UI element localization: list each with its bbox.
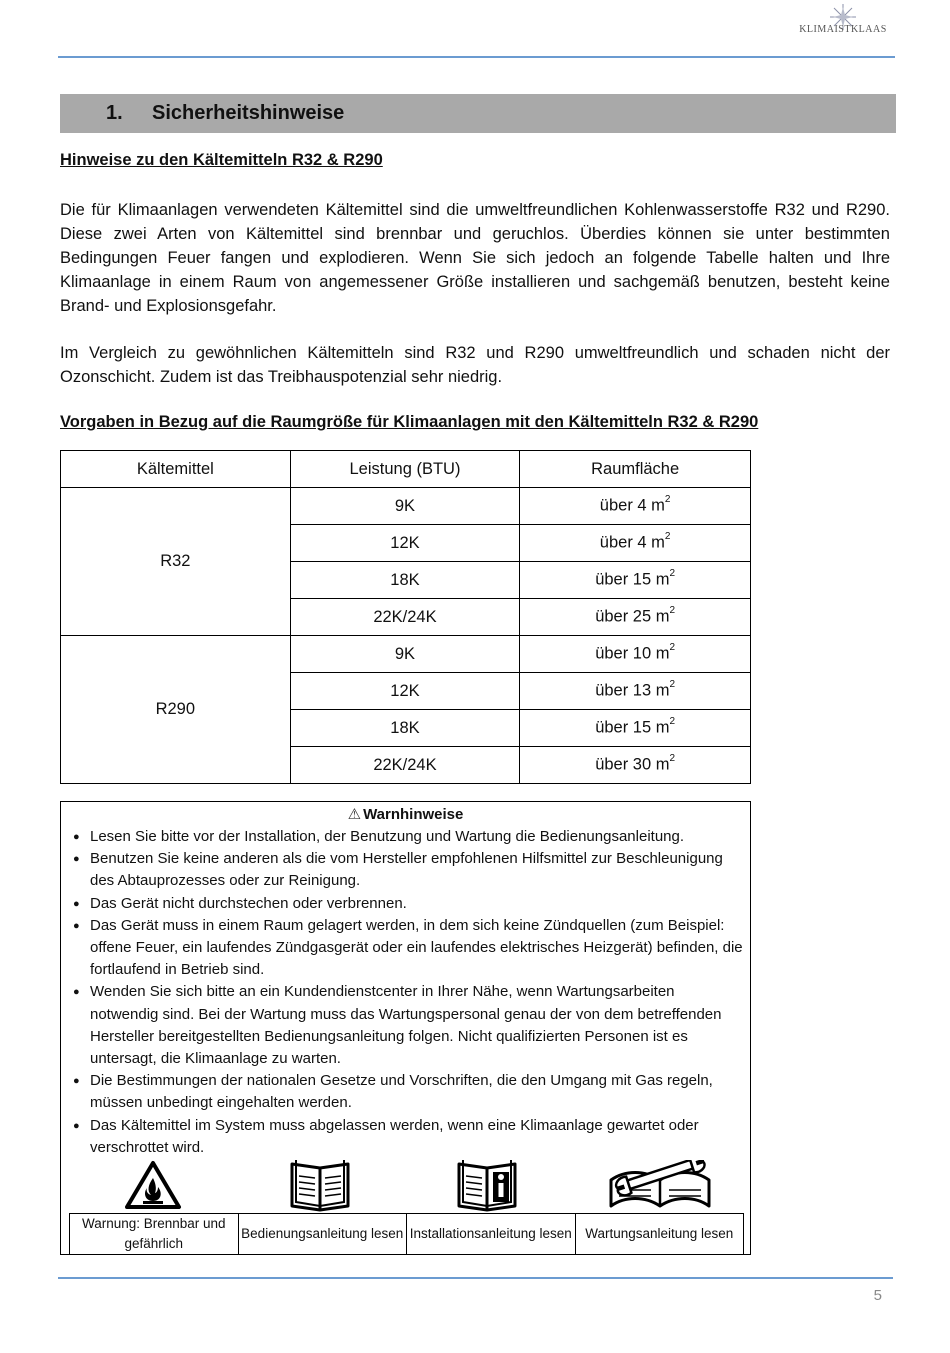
area-cell: über 15 $m^2$ <box>520 562 751 599</box>
section-heading-bar <box>60 94 896 133</box>
table-header-row <box>61 451 751 488</box>
area-cell: über 13 $m^2$ <box>520 673 751 710</box>
btu-cell: 18K <box>290 562 520 599</box>
warning-triangle-icon: ⚠ <box>347 806 362 823</box>
area-cell: über 10 $m^2$ <box>520 636 751 673</box>
list-item: ● Die Bestimmungen der nationalen Gesetze und Vorschriften, die den Umgang mit Gas regeln, müssen unbedingt eingehalten werden. <box>73 1072 713 1112</box>
flammable-warning-icon <box>124 1160 182 1210</box>
manual-book-icon <box>288 1158 352 1212</box>
refrigerant-cell: R32 <box>61 488 291 636</box>
list-item: ● Das Gerät nicht durchstechen oder verbrennen. <box>73 894 407 912</box>
column-header: Leistung (BTU) <box>290 451 520 488</box>
header-rule <box>58 56 895 58</box>
flammable-caption: Warnung: Brennbar und gefährlich <box>70 1214 239 1255</box>
btu-cell: 22K/24K <box>290 747 520 784</box>
section-number: 1. <box>106 102 123 124</box>
warnings-list <box>73 826 743 1159</box>
list-item: ● Das Kältemittel im System muss abgelassen werden, wenn eine Klimaanlage gewartet oder verschrottet wird. <box>73 1116 699 1156</box>
table-row <box>70 1214 744 1255</box>
list-item: ● Wenden Sie sich bitte an ein Kundendienstcenter in Ihrer Nähe, wenn Wartungsarbeiten notwendig sind. Bei der Wartung muss das Wartungspersonal genau der von dem betreffenden Hersteller bereitgestellten Bedienungsanleitung folgen. Nicht qualifizierten Personen ist es untersagt, die Klimaanlage zu warten. <box>73 983 722 1068</box>
btu-cell: 12K <box>290 525 520 562</box>
brand-logo <box>798 4 888 44</box>
symbol-captions-table <box>69 1213 744 1255</box>
table-row <box>61 488 751 525</box>
room-size-table <box>60 450 751 784</box>
logo-text: KLIMAISTKLAAS <box>799 24 887 35</box>
area-cell: über 25 $m^2$ <box>520 599 751 636</box>
area-cell: über 4 $m^2$ <box>520 488 751 525</box>
refrigerant-paragraph-1: Die für Klimaanlagen verwendeten Kältemittel sind die umweltfreundlichen Kohlenwasserstoffe R32 und R290. Diese zwei Arten von Kältemittel sind brennbar und geruchlos. Überdies können sie unter bestimmten Bedingungen Feuer fangen und explodieren. Wenn Sie sich jedoch an folgende Tabelle halten und Ihre Klimaanlage in einem Raum von angemessener Größe installieren und sachgemäß benutzen, besteht keine Brand- und Explosionsgefahr. <box>60 201 890 315</box>
list-item: ● Das Gerät muss in einem Raum gelagert werden, in dem sich keine Zündquellen (zum Beispiel: offene Feuer, ein laufendes Zündgasgerät oder ein laufendes elektrisches Heizgerät) befinden, die fortlaufend in Betrieb sind. <box>73 916 743 979</box>
btu-cell: 18K <box>290 710 520 747</box>
table-row <box>61 636 751 673</box>
room-size-heading: Vorgaben in Bezug auf die Raumgröße für Klimaanlagen mit den Kältemitteln R32 & R290 <box>60 413 759 431</box>
area-cell: über 15 $m^2$ <box>520 710 751 747</box>
btu-cell: 22K/24K <box>290 599 520 636</box>
list-item: ● Benutzen Sie keine anderen als die vom Hersteller empfohlenen Hilfsmittel zur Beschleunigung des Abtauprozesses oder zur Reinigung. <box>73 850 723 890</box>
maintenance-wrench-icon <box>605 1160 715 1210</box>
refrigerant-paragraph-2: Im Vergleich zu gewöhnlichen Kältemitteln sind R32 und R290 umweltfreundlich und schaden nicht der Ozonschicht. Zudem ist das Treibhauspotenzial sehr niedrig. <box>60 344 890 386</box>
column-header: Kältemittel <box>61 451 291 488</box>
section-title: Sicherheitshinweise <box>152 102 345 124</box>
maintenance-caption: Wartungsanleitung lesen <box>575 1214 744 1255</box>
btu-cell: 12K <box>290 673 520 710</box>
installation-info-icon <box>455 1158 519 1212</box>
area-cell: über 30 $m^2$ <box>520 747 751 784</box>
column-header: Raumfläche <box>520 451 751 488</box>
installation-caption: Installationsanleitung lesen <box>407 1214 576 1255</box>
warnings-title: ⚠ Warnhinweise <box>347 806 464 823</box>
list-item: ● Lesen Sie bitte vor der Installation, der Benutzung und Wartung die Bedienungsanleitung. <box>73 828 685 845</box>
page-number: 5 <box>873 1287 882 1304</box>
btu-cell: 9K <box>290 636 520 673</box>
refrigerant-cell: R290 <box>61 636 291 784</box>
area-cell: über 4 $m^2$ <box>520 525 751 562</box>
refrigerant-heading: Hinweise zu den Kältemitteln R32 & R290 <box>60 151 383 169</box>
btu-cell: 9K <box>290 488 520 525</box>
manual-caption: Bedienungsanleitung lesen <box>238 1214 407 1255</box>
footer-rule <box>58 1277 893 1279</box>
